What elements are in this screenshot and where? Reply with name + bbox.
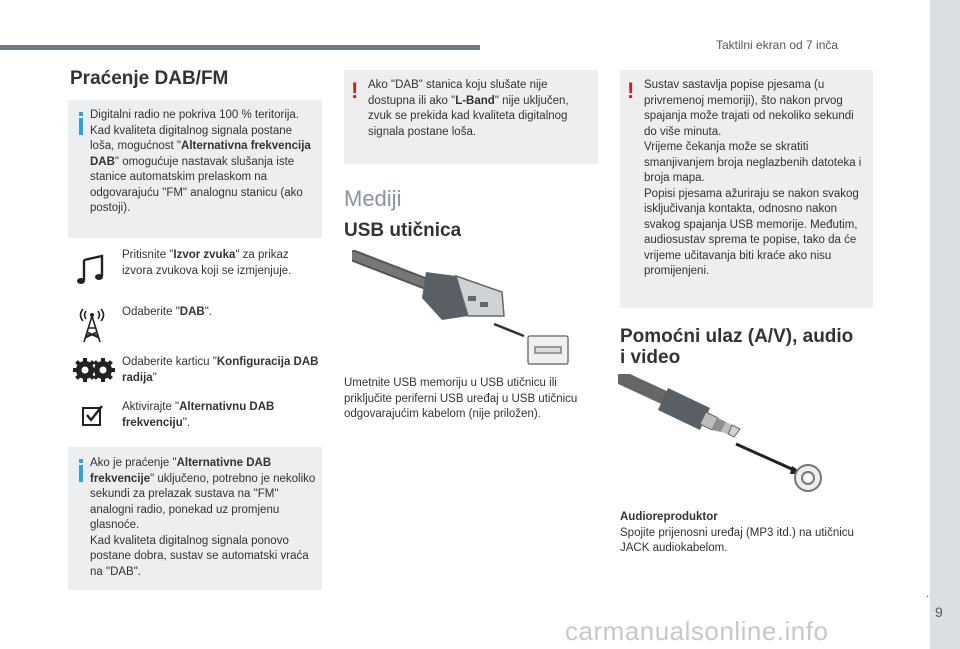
music-note-icon bbox=[74, 252, 114, 292]
dab-info2-text: Ako je praćenje "Alternativne DAB frekvencije" uključeno, potrebno je nekoliko sekundi za prelazak sustava na "FM" analogni radio, ponekad uz promjenu glasnoće. Kad kvaliteta digitalnog signala ponovo postane dobra, sustav se automatski vraća na "DAB". bbox=[90, 457, 316, 578]
jack-illustration bbox=[618, 374, 828, 498]
warning-icon: ! bbox=[351, 78, 359, 103]
page-number: 9 bbox=[935, 604, 943, 620]
warning-text-2: Sustav sastavlja popise pjesama (u privremenoj memoriji), što nakon prvog spajanja može trajati od nekoliko sekundi do više minuta. Vrijeme čekanja može se skratiti smanjivanjem broja neglazbenih datoteka i broja mapa. Popisi pjesama ažuriraju se nakon svakog isključivanja kontakta, odnosno nakon svakog spajanja USB memorije. Međutim, audiosustav sprema te popise, tako da će vrijeme učitavanja biti kraće ako nisu promijenjeni. bbox=[644, 79, 862, 277]
warning-text-1: Ako "DAB" stanica koju slušate nije dostupna ili ako "L-Band" nije uključen, zvuk se prekida kad kvaliteta digitalnog signala postane loša. bbox=[368, 79, 569, 138]
dab-info-box bbox=[68, 100, 322, 238]
warning-box-2 bbox=[620, 70, 873, 308]
step-source: Pritisnite "Izvor zvuka" za prikaz izvora zvukova koji se izmjenjuje. bbox=[122, 249, 292, 277]
dab-info-box-2 bbox=[68, 447, 322, 590]
usb-text: Umetnite USB memoriju u USB utičnicu ili priključite periferni USB uređaj u USB utičnicu odgovarajućim kabelom (nije priložen). bbox=[344, 377, 578, 420]
radio-antenna-icon bbox=[74, 304, 114, 344]
checkbox-icon bbox=[80, 402, 120, 442]
step-config: Odaberite karticu "Konfiguracija DAB radija" bbox=[122, 356, 319, 384]
step-dab: Odaberite "DAB". bbox=[122, 306, 212, 318]
running-header: Taktilni ekran od 7 inča bbox=[716, 38, 839, 52]
page-marker: . bbox=[926, 586, 930, 600]
watermark: carmanualsonline.info bbox=[565, 616, 829, 646]
info-icon bbox=[79, 465, 83, 482]
usb-illustration bbox=[352, 250, 572, 366]
media-title: Mediji bbox=[344, 186, 402, 211]
aux-title: Pomoćni ulaz (A/V), audio i video bbox=[620, 326, 854, 368]
top-rule bbox=[0, 45, 480, 50]
dab-info-text: Digitalni radio ne pokriva 100 % teritorija. Kad kvaliteta digitalnog signala postane loša, mogućnost "Alternativna frekvencija DAB" omogućuje nastavak slušanja iste stanice automatskim prelaskom na odgovarajuću "FM" analognu stanicu (ako postoji). bbox=[90, 109, 311, 214]
gears-icon bbox=[72, 355, 112, 395]
side-strip bbox=[930, 0, 960, 649]
aux-text: Audioreproduktor Spojite prijenosni uređaj (MP3 itd.) na utičnicu JACK audiokabelom. bbox=[620, 511, 854, 554]
dab-title: Praćenje DAB/FM bbox=[70, 68, 229, 89]
usb-title: USB utičnica bbox=[344, 220, 462, 241]
aux-subtitle: Audioreproduktor bbox=[620, 511, 718, 523]
info-icon bbox=[79, 118, 83, 135]
warning-icon: ! bbox=[627, 78, 635, 103]
step-activate: Aktivirajte "Alternativnu DAB frekvenciju". bbox=[122, 401, 275, 429]
warning-box-1 bbox=[344, 70, 598, 164]
